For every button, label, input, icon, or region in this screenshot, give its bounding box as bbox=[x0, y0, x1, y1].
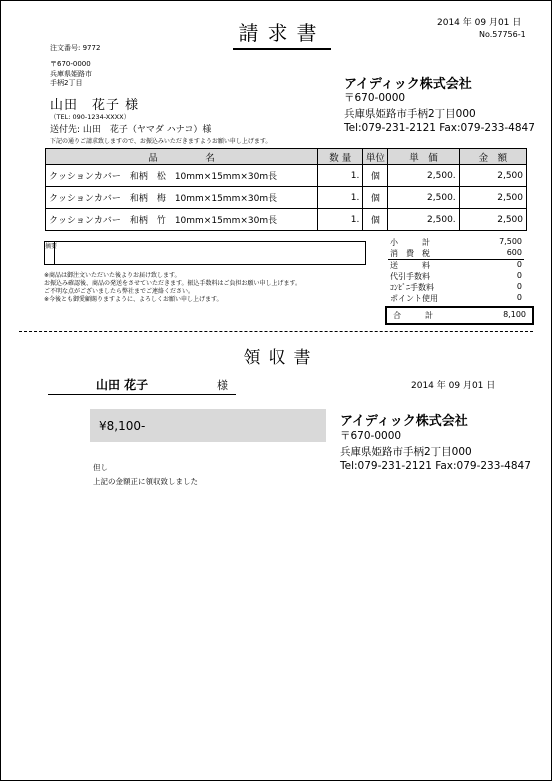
receipt-company-name: アイディック株式会社 bbox=[340, 414, 468, 429]
subtotal-value: 7,500 bbox=[499, 237, 522, 246]
company-postal: 〒670-0000 bbox=[344, 92, 406, 104]
cod-fee-value: 0 bbox=[516, 271, 522, 280]
item-price: 2,500. bbox=[388, 187, 459, 209]
item-name: クッションカバー 和柄 松 10mm×15mm×30m長 bbox=[46, 165, 318, 187]
convenience-fee-label: ｺﾝﾋﾞﾆ手数料 bbox=[390, 283, 434, 292]
table-row bbox=[46, 209, 527, 231]
tax-value: 600 bbox=[506, 248, 522, 257]
items-table bbox=[45, 148, 527, 231]
convenience-fee-row bbox=[390, 282, 522, 292]
item-price: 2,500. bbox=[388, 209, 459, 231]
tax-row bbox=[390, 248, 522, 258]
receipt-customer-name: 山田 花子 bbox=[96, 378, 149, 392]
item-unit: 個 bbox=[363, 209, 388, 231]
note-line: ※今後とも御愛顧賜りますように、よろしくお願い申し上げます。 bbox=[44, 296, 223, 303]
total-label: 合 計 bbox=[393, 311, 433, 320]
document-number: No.57756-1 bbox=[479, 30, 526, 39]
receipt-company-postal: 〒670-0000 bbox=[340, 430, 402, 442]
subtotal-row bbox=[390, 237, 522, 247]
receipt-date: 2014 年 09 月01 日 bbox=[411, 381, 496, 391]
tax-label: 消 費 税 bbox=[390, 249, 430, 258]
receipt-amount: ¥8,100- bbox=[99, 419, 146, 433]
points-value: 0 bbox=[516, 293, 522, 302]
company-name: アイディック株式会社 bbox=[344, 77, 472, 92]
item-unit: 個 bbox=[363, 165, 388, 187]
item-amount: 2,500 bbox=[459, 209, 526, 231]
convenience-fee-value: 0 bbox=[516, 282, 522, 291]
table-row bbox=[46, 165, 527, 187]
item-name: クッションカバー 和柄 梅 10mm×15mm×30m長 bbox=[46, 187, 318, 209]
receipt-title: 領収書 bbox=[243, 348, 319, 368]
company-tel-fax: Tel:079-231-2121 Fax:079-233-4847 bbox=[344, 122, 535, 134]
cod-fee-row bbox=[390, 271, 522, 281]
receipt-name-underline bbox=[48, 394, 236, 395]
header-qty: 数 量 bbox=[318, 149, 363, 165]
invoice-title: 請求書 bbox=[233, 17, 331, 50]
shipping-value: 0 bbox=[516, 260, 522, 269]
receipt-honorific: 様 bbox=[217, 379, 228, 392]
notes-block bbox=[44, 272, 301, 304]
item-qty: 1. bbox=[318, 165, 363, 187]
customer-tel: （TEL: 090-1234-XXXX） bbox=[50, 113, 131, 121]
header-price: 単 価 bbox=[388, 149, 459, 165]
item-amount: 2,500 bbox=[459, 165, 526, 187]
total-value: 8,100 bbox=[503, 310, 526, 319]
invoice-date: 2014 年 09 月01 日 bbox=[437, 18, 522, 28]
item-amount: 2,500 bbox=[459, 187, 526, 209]
item-price: 2,500. bbox=[388, 165, 459, 187]
header-unit: 単位 bbox=[363, 149, 388, 165]
subtotal-label: 小 計 bbox=[390, 238, 430, 247]
points-label: ポイント使用 bbox=[390, 294, 438, 303]
note-line: ご不明な点がございましたら弊社までご連絡ください。 bbox=[44, 288, 195, 295]
cod-fee-label: 代引手数料 bbox=[390, 272, 430, 281]
customer-address-line2: 手柄2丁目 bbox=[50, 79, 83, 87]
receipt-note-received: 上記の金額正に領収致しました bbox=[93, 477, 198, 486]
table-row bbox=[46, 187, 527, 209]
order-number: 注文番号: 9772 bbox=[50, 44, 101, 52]
customer-postal: 〒670-0000 bbox=[50, 60, 91, 68]
points-row bbox=[390, 293, 522, 303]
remarks-label: 摘要 bbox=[45, 242, 55, 264]
customer-address-line1: 兵庫県姫路市 bbox=[50, 70, 92, 78]
company-address: 兵庫県姫路市手柄2丁目000 bbox=[344, 108, 476, 120]
note-line: ※商品は御注文いただいた後よりお届け致します。 bbox=[44, 272, 181, 279]
receipt-note-proviso: 但し bbox=[93, 463, 108, 472]
header-amount: 金 額 bbox=[459, 149, 526, 165]
item-unit: 個 bbox=[363, 187, 388, 209]
remarks-box bbox=[44, 241, 366, 265]
item-qty: 1. bbox=[318, 187, 363, 209]
item-name: クッションカバー 和柄 竹 10mm×15mm×30m長 bbox=[46, 209, 318, 231]
customer-name: 山田 花子 様 bbox=[50, 98, 140, 113]
note-line: お振込み確認後、商品の発送をさせていただきます。振込手数料はご負担お願い申し上げます。 bbox=[44, 280, 302, 287]
ship-to: 送付先: 山田 花子（ヤマダ ハナコ）様 bbox=[50, 125, 212, 135]
shipping-row bbox=[390, 260, 522, 270]
receipt-company-address: 兵庫県姫路市手柄2丁目000 bbox=[340, 446, 472, 458]
item-qty: 1. bbox=[318, 209, 363, 231]
shipping-label: 送 料 bbox=[390, 261, 430, 270]
table-header-row bbox=[46, 149, 527, 165]
cut-line bbox=[19, 331, 533, 332]
total-box bbox=[385, 306, 534, 325]
receipt-company-tel-fax: Tel:079-231-2121 Fax:079-233-4847 bbox=[340, 460, 531, 472]
header-item: 品 名 bbox=[46, 149, 318, 165]
invoice-note: 下記の通りご請求致しますので、お振込みいただきますようお願い申し上げます。 bbox=[50, 138, 272, 145]
